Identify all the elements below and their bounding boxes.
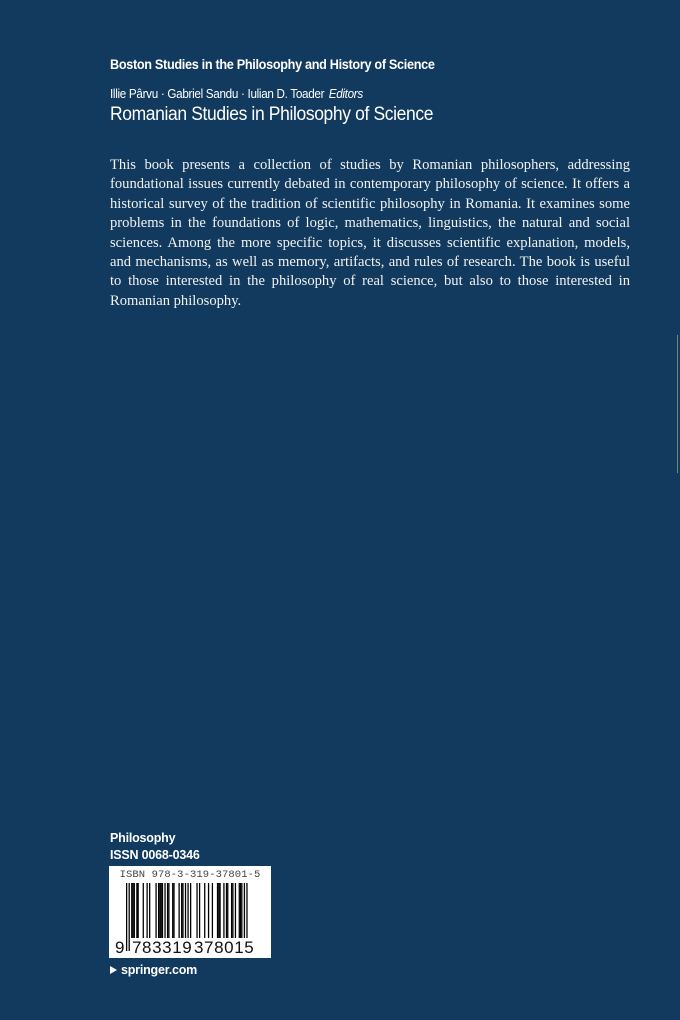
series-title: Boston Studies in the Philosophy and History of Science	[110, 57, 435, 72]
isbn-label: ISBN 978-3-319-37801-5	[119, 869, 261, 881]
isbn-barcode	[109, 866, 271, 958]
subject-category: Philosophy	[110, 831, 176, 845]
edge-artifact-line	[677, 335, 678, 473]
barcode-digits-left: 783319	[132, 938, 193, 957]
barcode-digits-right: 378015	[194, 938, 255, 957]
editors-line	[110, 86, 363, 101]
issn-number: ISSN 0068-0346	[110, 848, 200, 862]
website-label: springer.com	[121, 963, 198, 977]
book-title: Romanian Studies in Philosophy of Science	[110, 104, 434, 125]
publisher-website[interactable]	[110, 963, 197, 977]
triangle-right-icon	[110, 966, 117, 974]
barcode-digit-first: 9	[115, 938, 125, 957]
book-description: This book presents a collection of studies by Romanian philosophers, addressing foundational issues currently debated in contemporary philosophy of science. It offers a historical survey of the tradition of scientific philosophy in Romania. It examines some problems in the foundations of logic, mathematics, linguistics, the natural and social sciences. Among the more specific topics, it discusses scientific explanation, models, and mechanisms, as well as memory, artifacts, and rules of research. The book is useful to those interested in the philosophy of real science, but also to those interested in Romanian philosophy.	[110, 157, 630, 309]
editors-role: Editors	[328, 86, 363, 101]
editors-names: Illie Pârvu · Gabriel Sandu · Iulian D. Toader	[110, 86, 325, 101]
